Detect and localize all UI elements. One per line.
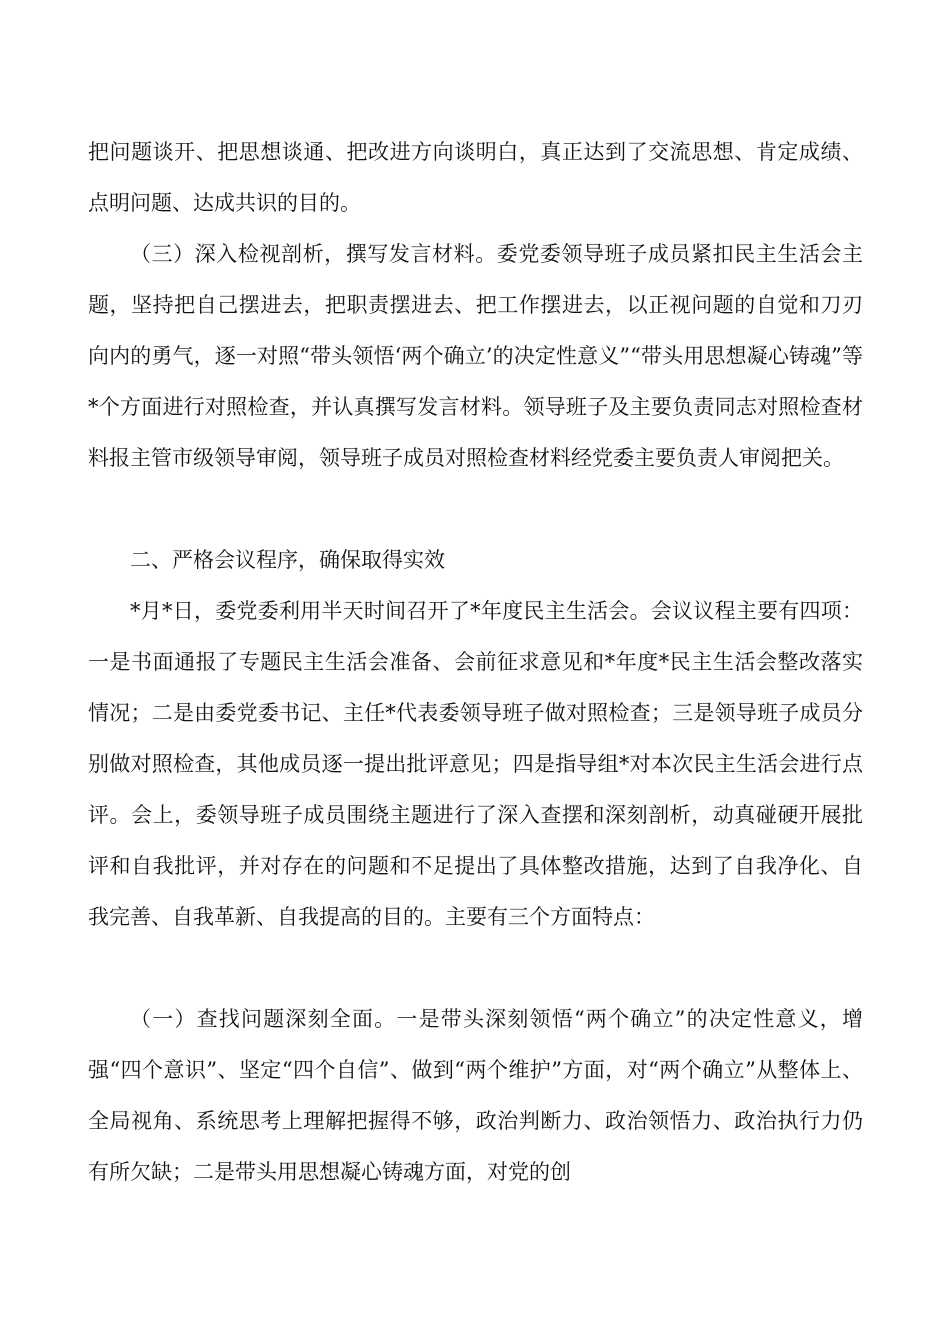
section-heading: 二、严格会议程序，确保取得实效 — [130, 548, 445, 572]
subsection-one-block — [88, 994, 863, 1198]
paragraph-continuation — [88, 127, 863, 229]
paragraph-1: 把问题谈开、把思想谈通、把改进方向谈明白，真正达到了交流思想、肯定成绩、点明问题、达成共识的目的。 — [88, 140, 863, 215]
section-three-block — [88, 229, 863, 484]
paragraph-2: （三）深入检视剖析，撰写发言材料。委党委领导班子成员紧扣民主生活会主题，坚持把自己摆进去，把职责摆进去、把工作摆进去，以正视问题的自觉和刀刃向内的勇气，逐一对照“带头领悟‘两个确立’的决定性意义”“带头用思想凝心铸魂”等*个方面进行对照检查，并认真撰写发言材料。领导班子及主要负责同志对照检查材料报主管市级领导审阅，领导班子成员对照检查材料经党委主要负责人审阅把关。 — [88, 242, 863, 470]
meeting-summary-block — [88, 586, 863, 943]
paragraph-4: （一）查找问题深刻全面。一是带头深刻领悟“两个确立”的决定性意义，增强“四个意识”、坚定“四个自信”、做到“两个维护”方面，对“两个确立”从整体上、全局视角、系统思考上理解把握得不够，政治判断力、政治领悟力、政治执行力仍有所欠缺；二是带头用思想凝心铸魂方面，对党的创 — [88, 1007, 863, 1184]
paragraph-3: *月*日，委党委利用半天时间召开了*年度民主生活会。会议议程主要有四项：一是书面通报了专题民主生活会准备、会前征求意见和*年度*民主生活会整改落实情况；二是由委党委书记、主任*代表委领导班子做对照检查；三是领导班子成员分别做对照检查，其他成员逐一提出批评意见；四是指导组*对本次民主生活会进行点评。会上，委领导班子成员围绕主题进行了深入查摆和深刻剖析，动真碰硬开展批评和自我批评，并对存在的问题和不足提出了具体整改措施，达到了自我净化、自我完善、自我革新、自我提高的目的。主要有三个方面特点： — [88, 599, 863, 929]
section-heading-block — [88, 535, 863, 586]
